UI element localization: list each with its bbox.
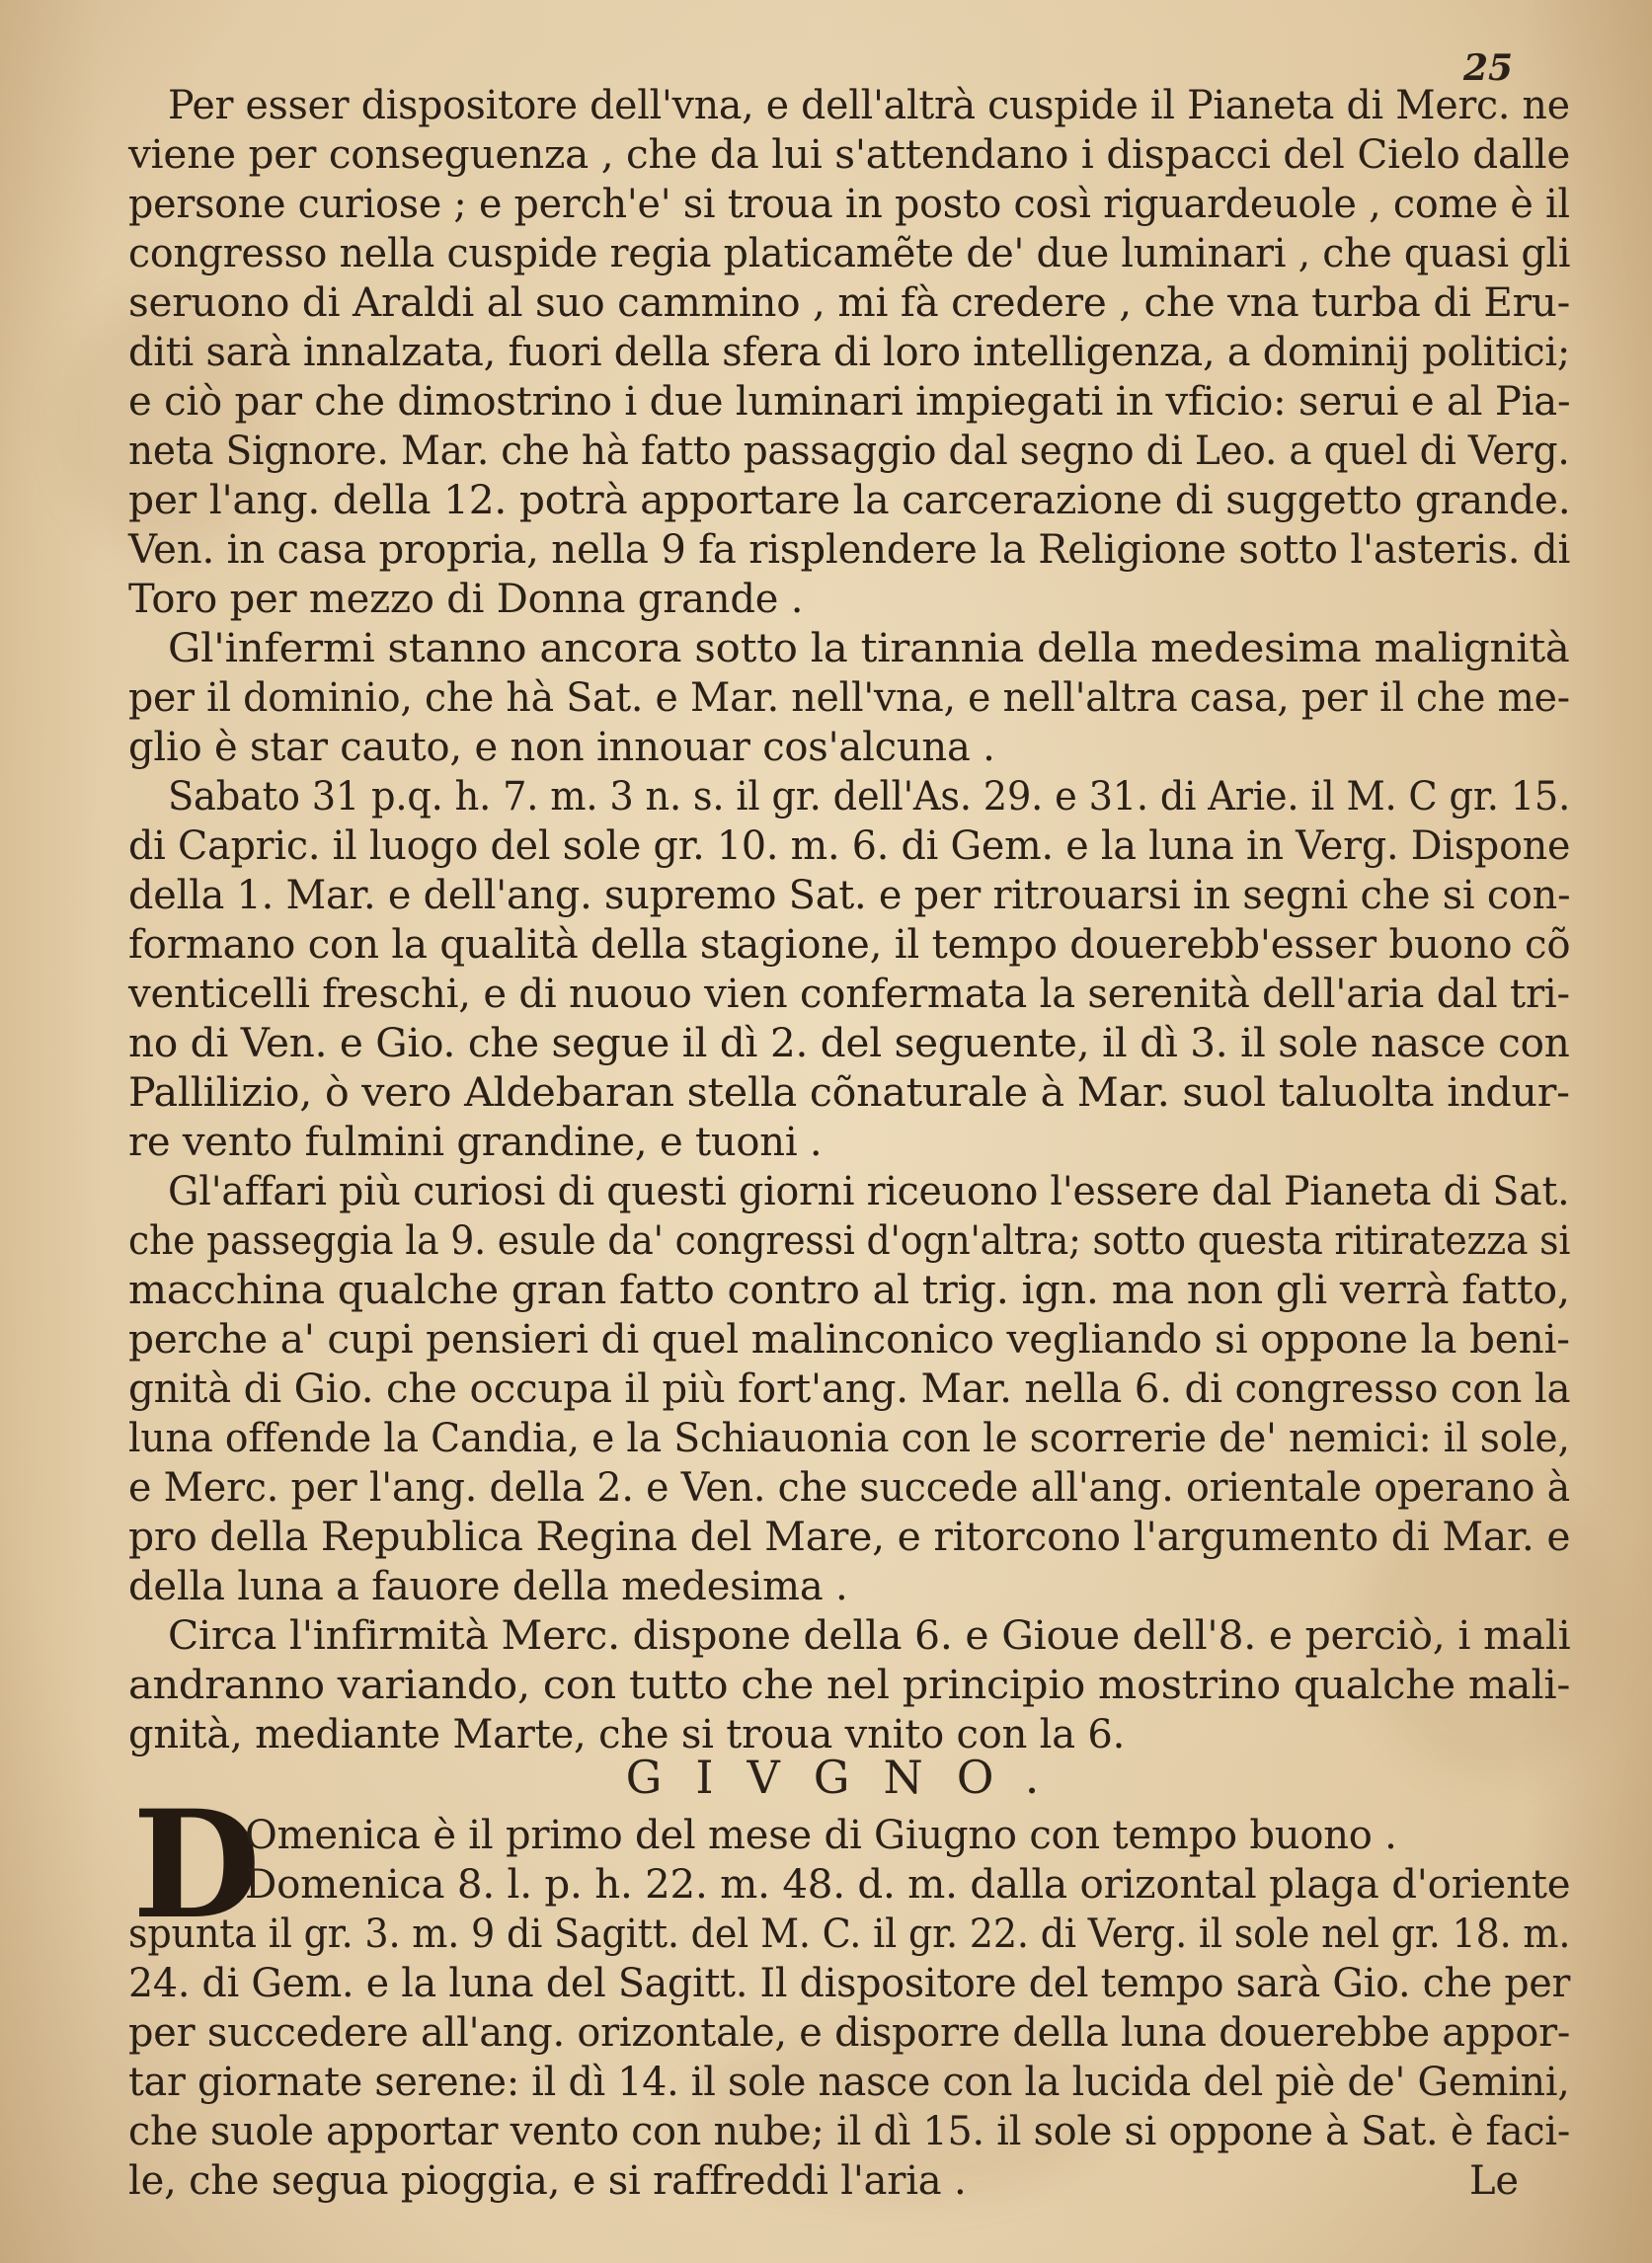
text-line: per il dominio, che hà Sat. e Mar. nell'vna, e nell'altra casa, per il che me- — [128, 675, 1570, 721]
text-line: e Merc. per l'ang. della 2. e Ven. che succede all'ang. orientale operano à — [128, 1465, 1570, 1511]
text-line: Ven. in casa propria, nella 9 fa risplendere la Religione sotto l'asteris. di — [128, 527, 1571, 573]
text-line: andranno variando, con tutto che nel principio mostrino qualche mali- — [128, 1663, 1571, 1708]
text-line: per l'ang. della 12. potrà apportare la carcerazione di suggetto grande. — [128, 478, 1571, 523]
catchword: Le — [1469, 2158, 1519, 2204]
text-line: re vento fulmini grandine, e tuoni . — [128, 1120, 823, 1165]
text-line: Omenica è il primo del mese di Giugno con tempo buono . — [245, 1813, 1397, 1858]
section-heading: GIVGNO. — [625, 1751, 1073, 1804]
text-line: pro della Republica Regina del Mare, e ritorcono l'argumento di Mar. e — [128, 1515, 1571, 1560]
text-line: no di Ven. e Gio. che segue il dì 2. del seguente, il dì 3. il sole nasce con — [128, 1021, 1570, 1066]
text-line: Gl'infermi stanno ancora sotto la tirannia della medesima malignità — [168, 626, 1570, 671]
text-line: di Capric. il luogo del sole gr. 10. m. 6. di Gem. e la luna in Verg. Dispone — [128, 823, 1571, 869]
text-line: della 1. Mar. e dell'ang. supremo Sat. e per ritrouarsi in segni che si con- — [128, 873, 1571, 918]
text-line: 24. di Gem. e la luna del Sagitt. Il dispositore del tempo sarà Gio. che per — [128, 1961, 1571, 2006]
text-line: glio è star cauto, e non innouar cos'alcuna . — [128, 725, 995, 770]
text-line: seruono di Araldi al suo cammino , mi fà credere , che vna turba di Eru- — [128, 280, 1571, 326]
text-line: Sabato 31 p.q. h. 7. m. 3 n. s. il gr. dell'As. 29. e 31. di Arie. il M. C gr. 15. — [168, 774, 1571, 819]
text-line: viene per conseguenza , che da lui s'attendano i dispacci del Cielo dalle — [128, 132, 1571, 178]
text-line: gnità, mediante Marte, che si troua vnito con la 6. — [128, 1712, 1126, 1757]
text-line: neta Signore. Mar. che hà fatto passaggio dal segno di Leo. a quel di Verg. — [128, 429, 1570, 474]
text-line: Pallilizio, ò vero Aldebaran stella cõnaturale à Mar. suol taluolta indur- — [128, 1070, 1570, 1116]
text-line: Gl'affari più curiosi di questi giorni riceuono l'essere dal Pianeta di Sat. — [168, 1169, 1570, 1214]
text-line: per succedere all'ang. orizontale, e disporre della luna douerebbe appor- — [128, 2010, 1571, 2056]
text-line: perche a' cupi pensieri di quel malinconico vegliando si oppone la beni- — [128, 1317, 1570, 1363]
text-line: gnità di Gio. che occupa il più fort'ang. Mar. nella 6. di congresso con la — [128, 1366, 1571, 1412]
drop-cap: D — [132, 1778, 262, 1952]
text-line: Domenica 8. l. p. h. 22. m. 48. d. m. dalla orizontal plaga d'oriente — [245, 1862, 1571, 1908]
text-line: che passeggia la 9. esule da' congressi d'ogn'altra; sotto questa ritiratezza si — [128, 1218, 1571, 1264]
page-number: 25 — [1463, 47, 1514, 89]
text-line: persone curiose ; e perch'e' si troua in posto così riguardeuole , come è il — [128, 182, 1570, 227]
text-line: Per esser dispositore dell'vna, e dell'altrà cuspide il Pianeta di Merc. ne — [168, 83, 1570, 128]
text-line: congresso nella cuspide regia platicamẽte de' due luminari , che quasi gli — [128, 231, 1571, 276]
text-line: le, che segua pioggia, e si raffreddi l'aria . — [128, 2158, 967, 2204]
text-line: tar giornate serene: il dì 14. il sole nasce con la lucida del piè de' Gemini, — [128, 2060, 1570, 2105]
text-line: venticelli freschi, e di nuouo vien confermata la serenità dell'aria dal tri- — [128, 972, 1570, 1017]
text-line: Toro per mezzo di Donna grande . — [128, 577, 804, 622]
text-line: e ciò par che dimostrino i due luminari impiegati in vficio: serui e al Pia- — [128, 379, 1571, 425]
text-line: formano con la qualità della stagione, il tempo douerebb'esser buono cõ — [128, 922, 1571, 968]
text-line: della luna a fauore della medesima . — [128, 1564, 848, 1609]
text-line: spunta il gr. 3. m. 9 di Sagitt. del M. C. il gr. 22. di Verg. il sole nel gr. 18. m. — [128, 1912, 1571, 1957]
text-line: luna offende la Candia, e la Schiauonia con le scorrerie de' nemici: il sole, — [128, 1416, 1570, 1461]
text-line: macchina qualche gran fatto contro al trig. ign. ma non gli verrà fatto, — [128, 1268, 1570, 1313]
text-line: Circa l'infirmità Merc. dispone della 6. e Gioue dell'8. e perciò, i mali — [168, 1613, 1571, 1659]
text-line: che suole apportar vento con nube; il dì 15. il sole si oppone à Sat. è faci- — [128, 2109, 1571, 2154]
text-line: diti sarà innalzata, fuori della sfera di loro intelligenza, a dominij politici; — [128, 330, 1571, 375]
